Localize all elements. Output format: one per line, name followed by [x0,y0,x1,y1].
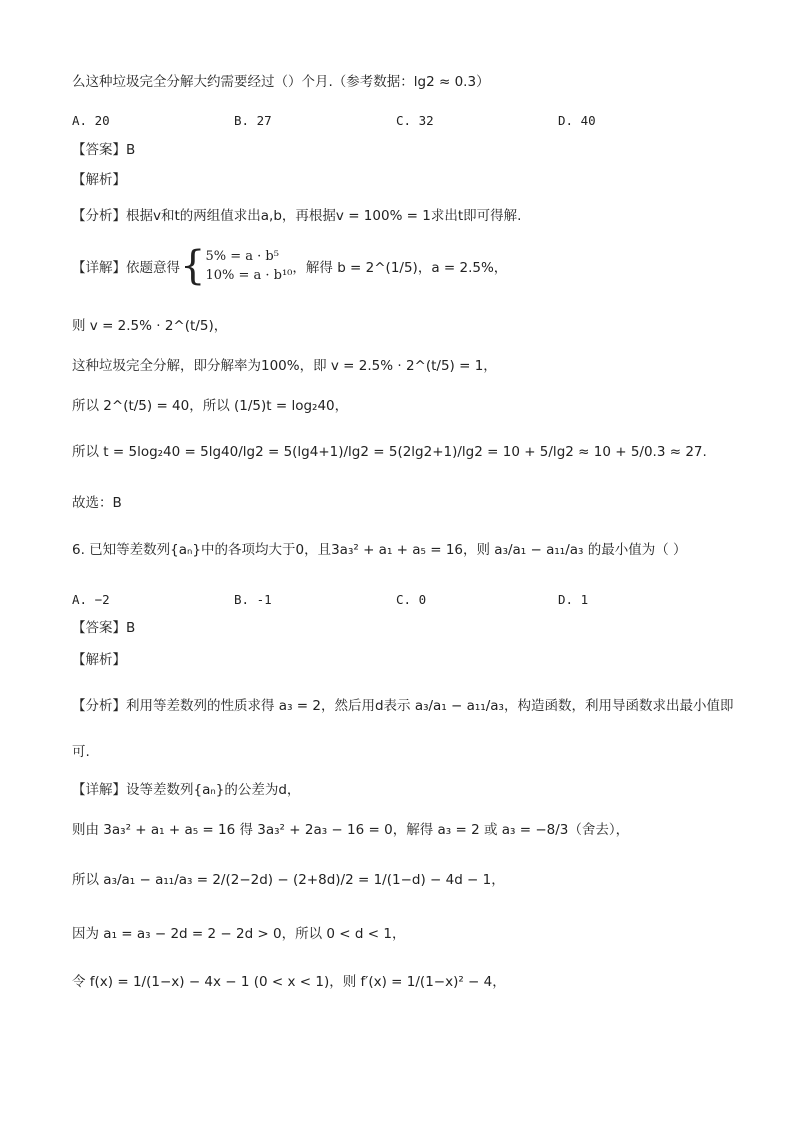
suoyi-line-1: 所以 2^(t/5) = 40，所以 (1/5)t = log₂40， [72,398,349,414]
option-c: C. 32 [396,113,434,128]
analysis-label: 【解析】 [72,172,126,188]
option-d: D. 40 [558,113,596,128]
q6-fenxi-line-b: 可. [72,744,90,760]
q6-option-c: C. 0 [396,592,427,607]
then-line: 则 v = 2.5% · 2^(t/5)， [72,318,228,334]
q6-option-b: B. -1 [234,592,272,607]
q6-stem: 6. 已知等差数列{aₙ}中的各项均大于0，且3a₃² + a₁ + a₅ = 16，则 a₃/a₁ − a₁₁/a₃ 的最小值为（ ） [72,542,687,558]
xiangjie-suffix: ，解得 b = 2^(1/5)，a = 2.5%， [292,260,508,276]
q6-detail-1: 【详解】设等差数列{aₙ}的公差为d， [72,782,301,798]
answer-label: 【答案】B [72,142,136,158]
sys-eq2: 10% = a · b¹⁰ [205,268,293,283]
q6-option-a: A. −2 [72,592,110,607]
xiangjie-line [72,243,508,289]
q6-answer-label: 【答案】B [72,620,136,636]
complete-line: 这种垃圾完全分解，即分解率为100%，即 v = 2.5% · 2^(t/5) = 1， [72,358,497,374]
fenxi-line: 【分析】根据v和t的两组值求出a,b，再根据v = 100% = 1求出t即可得解. [72,208,522,224]
q6-detail-3: 所以 a₃/a₁ − a₁₁/a₃ = 2/(2−2d) − (2+8d)/2 = 1/(1−d) − 4d − 1， [72,872,505,888]
option-b: B. 27 [234,113,272,128]
q6-option-d: D. 1 [558,592,589,607]
xiangjie-prefix: 【详解】依题意得 [72,260,180,276]
q6-detail-5: 令 f(x) = 1/(1−x) − 4x − 1 (0 < x < 1)，则 f′(x) = 1/(1−x)² − 4， [72,974,506,990]
brace-icon: { [180,243,206,289]
q6-detail-4: 因为 a₁ = a₃ − 2d = 2 − 2d > 0，所以 0 < d < 1， [72,926,406,942]
option-a: A. 20 [72,113,110,128]
q6-fenxi-line-a: 【分析】利用等差数列的性质求得 a₃ = 2，然后用d表示 a₃/a₁ − a₁₁/a₃，构造函数，利用导函数求出最小值即 [72,698,734,714]
q6-analysis-label: 【解析】 [72,652,126,668]
q6-detail-2: 则由 3a₃² + a₁ + a₅ = 16 得 3a₃² + 2a₃ − 16 = 0，解得 a₃ = 2 或 a₃ = −8/3（舍去）， [72,822,630,838]
choose-line: 故选：B [72,495,122,511]
sys-eq1: 5% = a · b⁵ [205,248,279,264]
question-tail: 么这种垃圾完全分解大约需要经过（）个月.（参考数据：lg2 ≈ 0.3） [72,74,490,90]
equation-system [205,247,292,286]
suoyi-line-2: 所以 t = 5log₂40 = 5lg40/lg2 = 5(lg4+1)/lg2 = 5(2lg2+1)/lg2 = 10 + 5/lg2 ≈ 10 + 5/0.3 ≈ 27. [72,444,707,460]
